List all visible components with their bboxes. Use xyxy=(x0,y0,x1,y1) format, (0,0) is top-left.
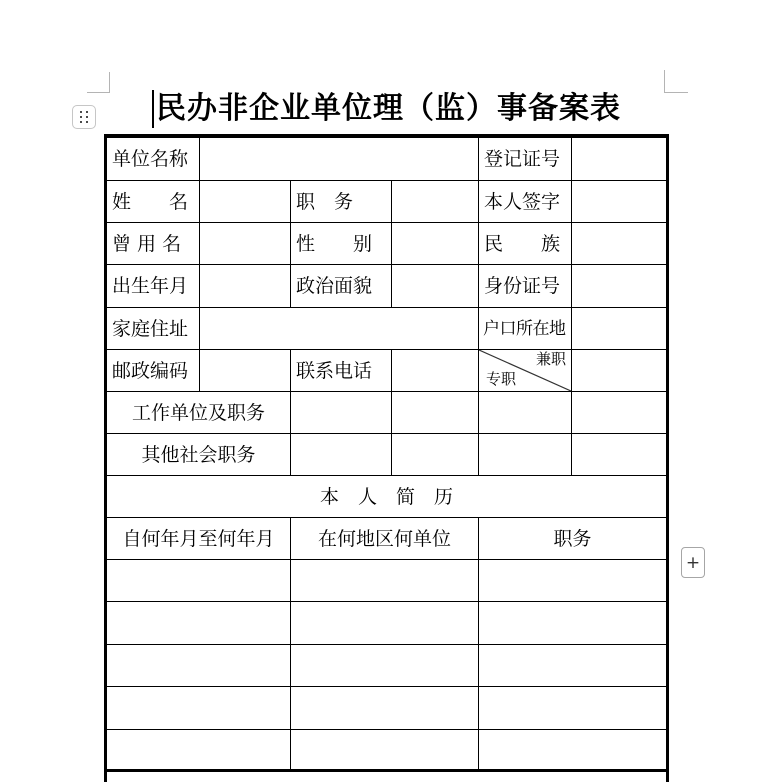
input-cell-work-unit-3[interactable] xyxy=(479,392,572,434)
resume-cell-position-5[interactable] xyxy=(479,730,666,772)
input-cell-postal-code[interactable] xyxy=(200,350,291,392)
margin-corner-right-icon xyxy=(664,70,688,93)
input-cell-other-positions-1[interactable] xyxy=(291,434,392,476)
label-id-no: 身份证号 xyxy=(479,265,572,308)
label-home-address: 家庭住址 xyxy=(107,308,200,350)
input-cell-work-unit-4[interactable] xyxy=(572,392,666,434)
input-cell-id-no[interactable] xyxy=(572,265,666,308)
label-signature: 本人签字 xyxy=(479,181,572,223)
label-phone: 联系电话 xyxy=(291,350,392,392)
label-full-time: 专职 xyxy=(486,370,517,388)
label-position: 职 务 xyxy=(291,181,392,223)
resume-section-header: 本 人 简 历 xyxy=(107,476,666,518)
resume-cell-position-1[interactable] xyxy=(479,560,666,602)
input-cell-gender[interactable] xyxy=(392,223,479,265)
insert-button[interactable]: + xyxy=(681,547,705,578)
next-section-cell[interactable] xyxy=(107,772,666,782)
input-cell-unit-name[interactable] xyxy=(200,138,479,181)
input-cell-former-name[interactable] xyxy=(200,223,291,265)
label-other-social-positions: 其他社会职务 xyxy=(107,434,291,476)
input-cell-other-positions-4[interactable] xyxy=(572,434,666,476)
input-cell-name[interactable] xyxy=(200,181,291,223)
label-reg-no: 登记证号 xyxy=(479,138,572,181)
text-cursor xyxy=(152,90,154,128)
input-cell-birth-date[interactable] xyxy=(200,265,291,308)
grip-dots-icon xyxy=(80,111,88,123)
resume-cell-place-2[interactable] xyxy=(291,602,479,645)
resume-col-position: 职务 xyxy=(479,518,666,560)
resume-cell-period-2[interactable] xyxy=(107,602,291,645)
label-work-unit-and-position: 工作单位及职务 xyxy=(107,392,291,434)
resume-cell-place-1[interactable] xyxy=(291,560,479,602)
input-cell-work-unit-2[interactable] xyxy=(392,392,479,434)
input-cell-position[interactable] xyxy=(392,181,479,223)
resume-cell-place-3[interactable] xyxy=(291,645,479,687)
margin-corner-left-icon xyxy=(87,72,110,93)
label-former-name: 曾 用 名 xyxy=(107,223,200,265)
label-gender: 性 别 xyxy=(291,223,392,265)
resume-cell-period-1[interactable] xyxy=(107,560,291,602)
input-cell-work-unit-1[interactable] xyxy=(291,392,392,434)
input-cell-home-address[interactable] xyxy=(200,308,479,350)
resume-cell-position-2[interactable] xyxy=(479,602,666,645)
input-cell-job-type[interactable] xyxy=(572,350,666,392)
resume-col-place: 在何地区何单位 xyxy=(291,518,479,560)
resume-cell-place-4[interactable] xyxy=(291,687,479,730)
table-drag-handle[interactable] xyxy=(72,105,96,129)
label-postal-code: 邮政编码 xyxy=(107,350,200,392)
label-ethnicity: 民 族 xyxy=(479,223,572,265)
label-birth-date: 出生年月 xyxy=(107,265,200,308)
form-table xyxy=(104,134,669,782)
input-cell-political-status[interactable] xyxy=(392,265,479,308)
input-cell-signature[interactable] xyxy=(572,181,666,223)
resume-col-period: 自何年月至何年月 xyxy=(107,518,291,560)
resume-cell-position-4[interactable] xyxy=(479,687,666,730)
resume-cell-position-3[interactable] xyxy=(479,645,666,687)
input-cell-other-positions-3[interactable] xyxy=(479,434,572,476)
label-part-time: 兼职 xyxy=(535,350,566,368)
label-registered-residence: 户口所在地 xyxy=(479,308,572,350)
resume-cell-place-5[interactable] xyxy=(291,730,479,772)
resume-cell-period-4[interactable] xyxy=(107,687,291,730)
input-cell-registered-residence[interactable] xyxy=(572,308,666,350)
resume-cell-period-5[interactable] xyxy=(107,730,291,772)
input-cell-other-positions-2[interactable] xyxy=(392,434,479,476)
resume-cell-period-3[interactable] xyxy=(107,645,291,687)
label-political-status: 政治面貌 xyxy=(291,265,392,308)
label-unit-name: 单位名称 xyxy=(107,138,200,181)
page-title: 民办非企业单位理（监）事备案表 xyxy=(156,91,621,126)
diagonal-header-cell xyxy=(479,350,572,392)
label-name: 姓 名 xyxy=(107,181,200,223)
input-cell-reg-no[interactable] xyxy=(572,138,666,181)
input-cell-phone[interactable] xyxy=(392,350,479,392)
input-cell-ethnicity[interactable] xyxy=(572,223,666,265)
